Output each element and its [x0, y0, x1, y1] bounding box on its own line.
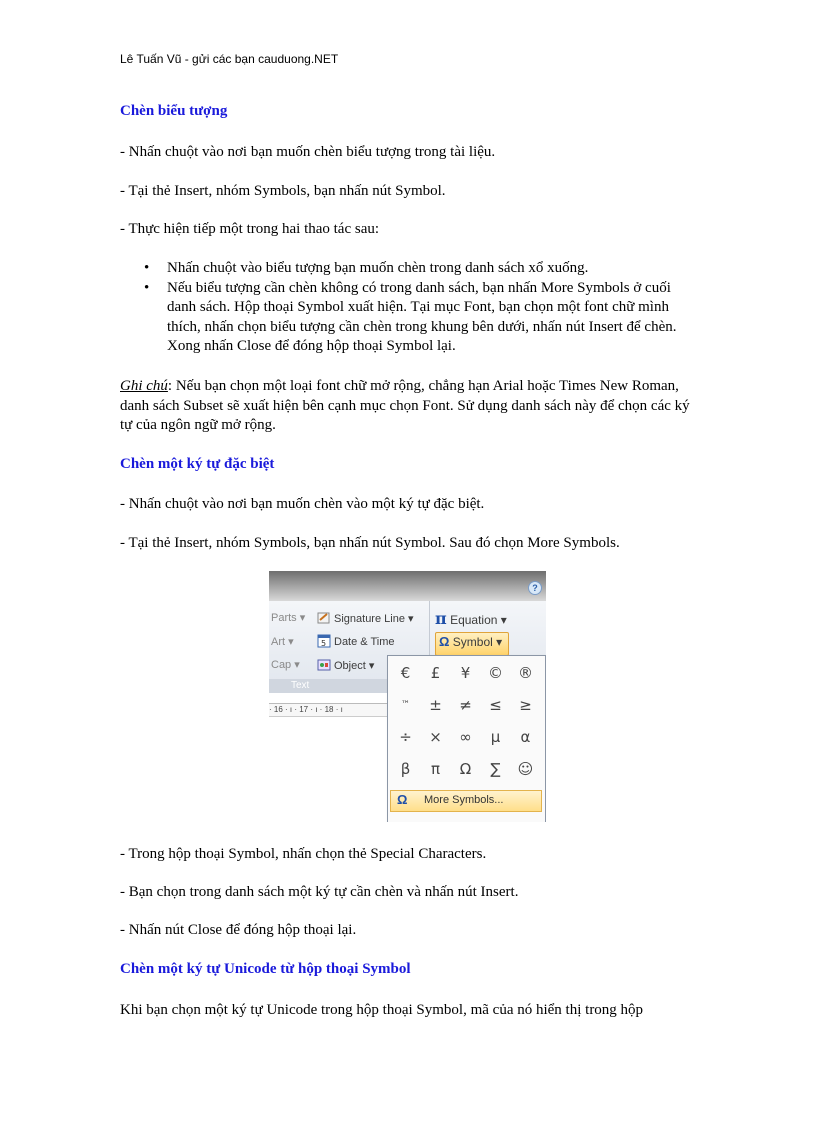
quick-parts-button: Parts ▾ [271, 612, 306, 624]
paragraph: - Nhấn chuột vào nơi bạn muốn chèn vào một ký tự đặc biệt. [120, 496, 485, 512]
list-item-text: Nhấn chuột vào biểu tượng bạn muốn chèn trong danh sách xổ xuống. [167, 260, 589, 276]
document-area [269, 717, 394, 822]
section-heading-insert-symbol: Chèn biểu tượng [120, 103, 228, 119]
signature-line-button: Signature Line ▾ [317, 611, 414, 625]
paragraph: - Trong hộp thoại Symbol, nhấn chọn thẻ Special Characters. [120, 846, 487, 862]
help-icon: ? [528, 581, 542, 595]
ribbon-top-bar [269, 571, 546, 601]
symbol-cell: £ [430, 664, 441, 682]
symbol-cell: × [429, 728, 442, 746]
bullet-list [120, 259, 690, 357]
symbol-cell: ® [518, 664, 533, 682]
symbol-cell: µ [490, 728, 501, 746]
signature-line-icon [317, 611, 331, 625]
ruler: · 16 · ı · 17 · ı · 18 · ı [269, 703, 394, 717]
symbol-cell: π [430, 760, 441, 778]
note-text: : Nếu bạn chọn một loại font chữ mở rộng, chẳng hạn Arial hoặc Times New Roman, danh sách Subset sẽ xuất hiện bên cạnh mục chọn Font. Sử dụng danh sách này để chọn các ký tự của ngôn ngữ mở rộng. [120, 378, 690, 433]
date-time-button: 5 Date & Time [317, 634, 395, 648]
section-heading-special-character: Chèn một ký tự đặc biệt [120, 456, 275, 472]
symbol-cell: ∞ [459, 728, 472, 746]
symbol-cell: α [520, 728, 531, 746]
symbol-cell: ☺ [517, 760, 534, 778]
symbol-cell: € [400, 664, 411, 682]
symbol-cell: ∑ [490, 760, 501, 778]
list-item [120, 259, 690, 279]
section-heading-unicode: Chèn một ký tự Unicode từ hộp thoại Symbol [120, 961, 411, 977]
symbol-cell: ≥ [519, 696, 532, 714]
note-paragraph [120, 377, 700, 436]
symbol-cell: ¥ [460, 664, 471, 682]
omega-icon: Ω [439, 634, 450, 649]
bullet-icon: • [144, 279, 150, 296]
paragraph: - Nhấn nút Close để đóng hộp thoại lại. [120, 922, 357, 938]
calendar-icon [317, 634, 331, 648]
symbol-cell: © [488, 664, 503, 682]
more-symbols-button [390, 790, 542, 812]
object-icon [317, 658, 331, 672]
symbol-menu-screenshot [269, 571, 546, 822]
text-group-label: Text [269, 679, 429, 693]
bullet-icon: • [144, 260, 150, 276]
paragraph: - Bạn chọn trong danh sách một ký tự cần chèn và nhấn nút Insert. [120, 884, 519, 900]
symbol-cell: ≤ [489, 696, 502, 714]
list-item [120, 279, 690, 357]
more-symbols-label: More Symbols... [424, 794, 504, 806]
list-item-text: Nếu biểu tượng cần chèn không có trong danh sách, bạn nhấn More Symbols ở cuối danh sách. Hộp thoại Symbol xuất hiện. Tại mục Font, bạn chọn một font chữ mình thích, nhấn chọn biểu tượng cần chèn trong khung bên dưới, nhấn nút Insert để chèn. Xong nhấn Close để đóng hộp thoại Symbol lại. [167, 279, 677, 354]
note-label: Ghi chú [120, 378, 168, 394]
symbol-cell: ± [429, 696, 442, 714]
symbol-cell: Ω [459, 760, 472, 778]
object-button: Object ▾ [317, 658, 374, 672]
symbol-cell: ≠ [459, 696, 472, 714]
symbol-cell: β [400, 760, 411, 778]
symbol-button-label: Ω Symbol ▾ [439, 634, 503, 649]
paragraph: - Tại thẻ Insert, nhóm Symbols, bạn nhấn nút Symbol. Sau đó chọn More Symbols. [120, 535, 620, 551]
symbol-cell: ÷ [399, 728, 412, 746]
paragraph: - Nhấn chuột vào nơi bạn muốn chèn biểu tượng trong tài liệu. [120, 144, 496, 160]
paragraph: Khi bạn chọn một ký tự Unicode trong hộp thoại Symbol, mã của nó hiển thị trong hộp [120, 1002, 644, 1018]
drop-cap-button: Cap ▾ [271, 659, 300, 671]
equation-button: π Equation ▾ [435, 609, 507, 628]
symbol-gallery [387, 655, 546, 822]
paragraph: - Tại thẻ Insert, nhóm Symbols, bạn nhấn nút Symbol. [120, 183, 446, 199]
omega-icon: Ω [397, 792, 408, 807]
pi-icon: π [435, 609, 447, 628]
page-header: Lê Tuấn Vũ - gửi các bạn cauduong.NET [120, 52, 339, 66]
wordart-button: Art ▾ [271, 636, 294, 648]
paragraph: - Thực hiện tiếp một trong hai thao tác sau: [120, 221, 380, 237]
symbol-cell: ™ [401, 700, 410, 710]
svg-text:5: 5 [321, 639, 327, 648]
